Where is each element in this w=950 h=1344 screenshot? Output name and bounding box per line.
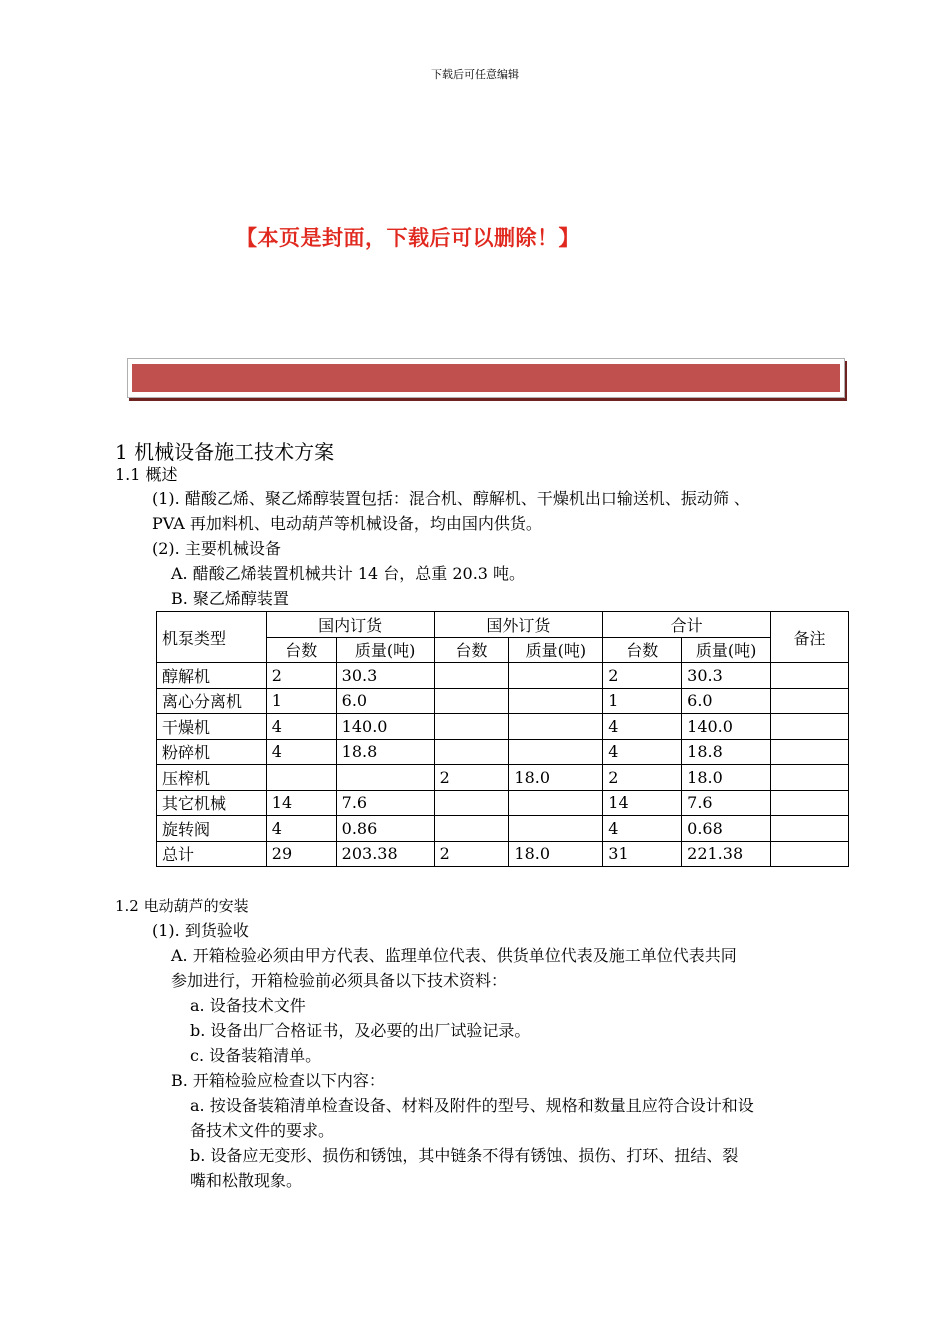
table-row (157, 739, 849, 765)
cell-name: 醇解机 (157, 663, 267, 689)
cell-domestic-mass: 6.0 (336, 688, 434, 714)
cell-foreign-count (434, 739, 509, 765)
cover-note: 【本页是封面，下载后可以删除！】 (236, 226, 580, 250)
cell-domestic-mass: 140.0 (336, 714, 434, 740)
cell-remark (771, 790, 849, 816)
cell-total-count: 4 (603, 714, 682, 740)
cell-domestic-mass: 203.38 (336, 841, 434, 867)
cell-domestic-count: 4 (266, 816, 336, 842)
subheader-count: 台数 (603, 637, 682, 663)
cell-total-count: 4 (603, 739, 682, 765)
cell-total-count: 1 (603, 688, 682, 714)
subheader-mass: 质量(吨) (336, 637, 434, 663)
header-domestic: 国内订货 (266, 612, 434, 638)
check-item-b-line-1: b. 设备应无变形、损伤和锈蚀，其中链条不得有锈蚀、损伤、打环、扭结、裂 (190, 1146, 739, 1165)
subheader-count: 台数 (266, 637, 336, 663)
cell-remark (771, 714, 849, 740)
cell-total-count: 31 (603, 841, 682, 867)
cell-remark (771, 688, 849, 714)
header-remark: 备注 (771, 612, 849, 663)
decorative-banner (127, 358, 845, 398)
cell-remark (771, 816, 849, 842)
cell-foreign-count (434, 816, 509, 842)
header-type: 机泵类型 (157, 612, 267, 663)
cell-remark (771, 739, 849, 765)
cell-domestic-count: 4 (266, 714, 336, 740)
cell-remark (771, 765, 849, 791)
cell-foreign-count (434, 663, 509, 689)
cell-name: 其它机械 (157, 790, 267, 816)
cell-domestic-count: 29 (266, 841, 336, 867)
table-row (157, 790, 849, 816)
cell-foreign-count: 2 (434, 841, 509, 867)
cell-domestic-count: 2 (266, 663, 336, 689)
doc-item-a: a. 设备技术文件 (190, 996, 306, 1015)
cell-remark (771, 663, 849, 689)
cell-domestic-mass: 7.6 (336, 790, 434, 816)
table-row (157, 765, 849, 791)
cell-domestic-count: 1 (266, 688, 336, 714)
cell-name: 旋转阀 (157, 816, 267, 842)
cell-domestic-count (266, 765, 336, 791)
item-a-line-1: A. 开箱检验必须由甲方代表、监理单位代表、供货单位代表及施工单位代表共同 (171, 946, 737, 965)
cell-total-count: 2 (603, 765, 682, 791)
cell-remark (771, 841, 849, 867)
table-header-row (157, 612, 849, 638)
item-a-line-2: 参加进行，开箱检验前必须具备以下技术资料： (171, 971, 508, 990)
cell-total-count: 2 (603, 663, 682, 689)
cell-name: 离心分离机 (157, 688, 267, 714)
cell-total-mass: 6.0 (682, 688, 771, 714)
doc-item-b: b. 设备出厂合格证书，及必要的出厂试验记录。 (190, 1021, 531, 1040)
cell-total-mass: 7.6 (682, 790, 771, 816)
check-item-a-line-2: 备技术文件的要求。 (190, 1121, 335, 1140)
header-foreign: 国外订货 (434, 612, 603, 638)
section-1-1-title: 1.1 概述 (115, 465, 178, 484)
cell-domestic-count: 4 (266, 739, 336, 765)
table-row-total (157, 841, 849, 867)
section-1-title: 1 机械设备施工技术方案 (115, 440, 335, 464)
cell-total-mass: 18.0 (682, 765, 771, 791)
cell-total-mass: 140.0 (682, 714, 771, 740)
equipment-table (156, 611, 849, 867)
item-b-heading: B. 开箱检验应检查以下内容： (171, 1071, 385, 1090)
subheader-mass: 质量(吨) (682, 637, 771, 663)
cell-foreign-mass (509, 714, 603, 740)
check-item-a-line-1: a. 按设备装箱清单检查设备、材料及附件的型号、规格和数量且应符合设计和设 (190, 1096, 754, 1115)
banner-fill (132, 364, 840, 392)
cell-foreign-count (434, 688, 509, 714)
header-total: 合计 (603, 612, 771, 638)
cell-foreign-count: 2 (434, 765, 509, 791)
doc-item-c: c. 设备装箱清单。 (190, 1046, 322, 1065)
item-a: A. 醋酸乙烯装置机械共计 14 台，总重 20.3 吨。 (171, 564, 526, 583)
cell-foreign-mass: 18.0 (509, 841, 603, 867)
cell-total-mass: 18.8 (682, 739, 771, 765)
cell-total-mass: 30.3 (682, 663, 771, 689)
header-note: 下载后可任意编辑 (431, 68, 519, 81)
overview-para-1-line-2: PVA 再加料机、电动葫芦等机械设备，均由国内供货。 (152, 514, 542, 533)
table-row (157, 714, 849, 740)
cell-total-count: 14 (603, 790, 682, 816)
cell-name: 粉碎机 (157, 739, 267, 765)
cell-foreign-mass (509, 790, 603, 816)
cell-foreign-mass: 18.0 (509, 765, 603, 791)
cell-domestic-mass: 30.3 (336, 663, 434, 689)
cell-domestic-mass: 0.86 (336, 816, 434, 842)
cell-name: 总计 (157, 841, 267, 867)
table-row (157, 663, 849, 689)
subheader-count: 台数 (434, 637, 509, 663)
cell-foreign-mass (509, 688, 603, 714)
cell-foreign-mass (509, 739, 603, 765)
section-1-2-title: 1.2 电动葫芦的安装 (115, 897, 249, 915)
cell-name: 压榨机 (157, 765, 267, 791)
cell-total-count: 4 (603, 816, 682, 842)
table-row (157, 688, 849, 714)
subheader-mass: 质量(吨) (509, 637, 603, 663)
cell-domestic-count: 14 (266, 790, 336, 816)
receiving-heading: (1). 到货验收 (152, 921, 249, 940)
table-row (157, 816, 849, 842)
cell-total-mass: 0.68 (682, 816, 771, 842)
cell-name: 干燥机 (157, 714, 267, 740)
cell-total-mass: 221.38 (682, 841, 771, 867)
item-b: B. 聚乙烯醇装置 (171, 589, 289, 608)
check-item-b-line-2: 嘴和松散现象。 (190, 1171, 303, 1190)
overview-para-2: (2). 主要机械设备 (152, 539, 281, 558)
cell-foreign-count (434, 714, 509, 740)
cell-foreign-mass (509, 663, 603, 689)
overview-para-1-line-1: (1). 醋酸乙烯、聚乙烯醇装置包括：混合机、醇解机、干燥机出口输送机、振动筛 、 (152, 489, 750, 508)
cell-foreign-mass (509, 816, 603, 842)
cell-domestic-mass: 18.8 (336, 739, 434, 765)
cell-domestic-mass (336, 765, 434, 791)
cell-foreign-count (434, 790, 509, 816)
